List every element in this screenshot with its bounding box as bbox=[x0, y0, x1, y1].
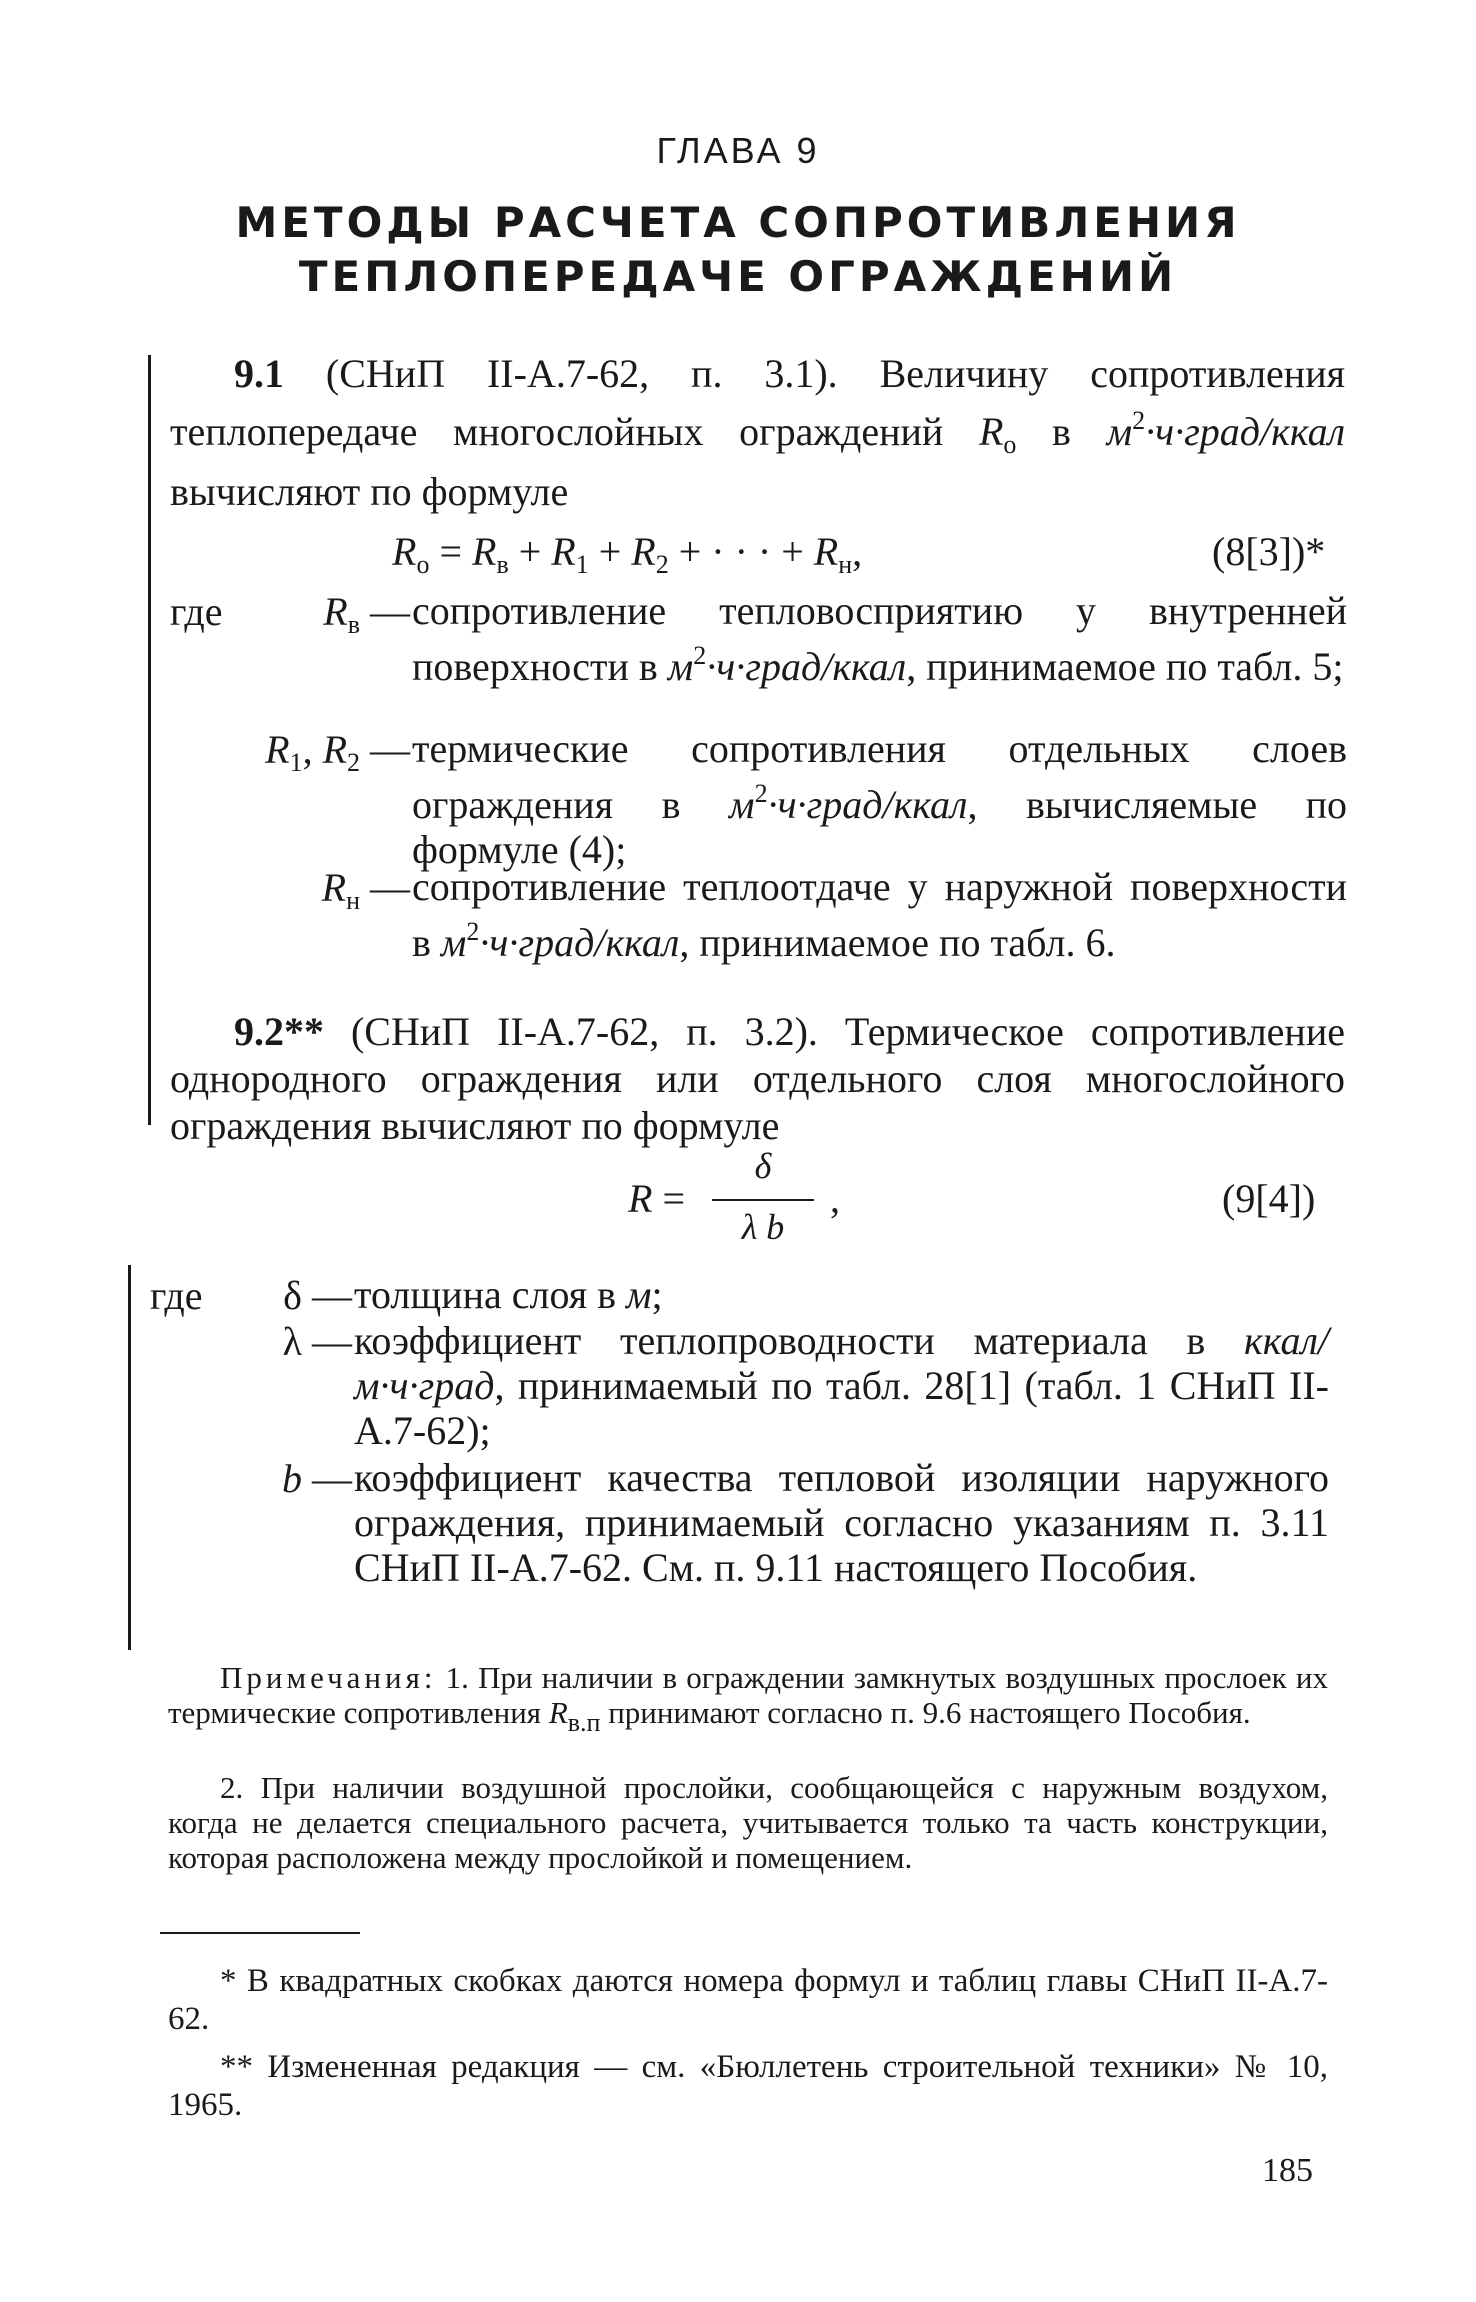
section-9-2 bbox=[170, 1008, 1345, 1149]
section-9-1 bbox=[170, 350, 1345, 515]
def-text-lambda: коэффициент теплопроводности материала в ккал/м·ч·град, принимаемый по табл. 28[1] (табл. 1 СНиП II-А.7-62); bbox=[354, 1318, 1329, 1453]
section-number: 9.2** bbox=[234, 1009, 324, 1054]
margin-revision-bar-2 bbox=[128, 1265, 131, 1650]
section-text: в bbox=[1016, 409, 1107, 454]
def-symbol-rv: $R_в$ — bbox=[323, 589, 410, 639]
def-symbol-rn: $R_н$ — bbox=[321, 865, 410, 915]
section-text: (СНиП II-А.7-62, п. 3.1). Величину сопротивления теплопередаче многослойных ограждений bbox=[170, 351, 1345, 454]
formula-operator: + · · · + bbox=[668, 529, 814, 574]
chapter-title-line-1: МЕТОДЫ РАСЧЕТА СОПРОТИВЛЕНИЯ bbox=[235, 198, 1241, 247]
equation-number-8: (8[3])* bbox=[1212, 529, 1326, 574]
formula-8 bbox=[392, 528, 862, 580]
notes-2: 2. При наличии воздушной прослойки, сообщающейся с наружным воздухом, когда не делается специального расчета, учитывается только та часть конструкции, которая расположена между прослойкой и помещением. bbox=[168, 1770, 1328, 1875]
def-text-rn: сопротивление теплоотдаче у наружной поверхности в $м^2\cdot ч\cdot град$/ккал, принимаемое по табл. 6. bbox=[412, 864, 1347, 965]
formula-symbol: R bbox=[813, 529, 839, 574]
margin-revision-bar-1 bbox=[148, 355, 151, 1125]
formula-subscript: о bbox=[416, 550, 430, 579]
def-text-rv: сопротивление тепловосприятию у внутренней поверхности в $м^2\cdot ч\cdot град$/ккал, принимаемое по табл. 5; bbox=[412, 588, 1347, 689]
formula-operator: = bbox=[429, 529, 472, 574]
formula-subscript: в bbox=[496, 550, 509, 579]
def-symbol-delta: δ — bbox=[283, 1273, 352, 1318]
footnote-1: * В квадратных скобках даются номера формул и таблиц главы СНиП II-А.7-62. bbox=[168, 1963, 1328, 2037]
footnote-2: ** Измененная редакция — см. «Бюллетень строительной техники» № 10, 1965. bbox=[168, 2049, 1328, 2123]
notes-label: Примечания: bbox=[220, 1660, 437, 1695]
formula-subscript: 1 bbox=[575, 550, 589, 579]
where-label-1: где bbox=[170, 589, 223, 634]
fraction-bar bbox=[712, 1199, 814, 1201]
formula-symbol: R bbox=[392, 529, 417, 574]
formula-operator: + bbox=[588, 529, 632, 574]
def-symbol-lambda: λ — bbox=[282, 1319, 352, 1364]
where-label-2: где bbox=[150, 1273, 203, 1318]
formula-symbol: R bbox=[631, 529, 656, 574]
formula-9-denominator: λ b bbox=[741, 1207, 785, 1247]
formula-9-lhs: R = bbox=[628, 1176, 685, 1221]
equation-number-9: (9[4]) bbox=[1222, 1176, 1316, 1221]
formula-symbol: R bbox=[472, 529, 497, 574]
def-text-b: коэффициент качества тепловой изоляции наружного ограждения, принимаемый согласно указаниям п. 3.11 СНиП II-А.7-62. См. п. 9.11 настоящего Пособия. bbox=[354, 1455, 1329, 1590]
section-text: (СНиП II-А.7-62, п. 3.2). Термическое сопротивление однородного ограждения или отдельного слоя многослойного ограждения вычисляют по формуле bbox=[170, 1009, 1345, 1148]
chapter-title bbox=[0, 196, 1476, 304]
symbol-subscript: о bbox=[1003, 430, 1017, 459]
unit-superscript: 2 bbox=[1132, 406, 1146, 435]
chapter-title-line-2: ТЕПЛОПЕРЕДАЧЕ ОГРАЖДЕНИЙ bbox=[298, 252, 1178, 301]
formula-subscript: н bbox=[838, 550, 853, 579]
formula-subscript: 2 bbox=[655, 550, 669, 579]
formula-9-numerator: δ bbox=[754, 1146, 772, 1186]
def-symbol-r1-r2: $R_1$, $R_2$ — bbox=[265, 727, 410, 777]
footnote-separator bbox=[160, 1932, 360, 1934]
section-text: вычисляют по формуле bbox=[170, 469, 569, 514]
unit: ·ч·град/ккал bbox=[1145, 409, 1346, 454]
section-number: 9.1 bbox=[234, 351, 284, 396]
formula-symbol: R bbox=[551, 529, 576, 574]
symbol: R bbox=[978, 409, 1004, 454]
unit: м bbox=[1106, 409, 1133, 454]
formula-punctuation: , bbox=[852, 529, 863, 574]
formula-operator: + bbox=[508, 529, 552, 574]
def-text-delta: толщина слоя в м; bbox=[354, 1272, 663, 1317]
def-text-r1-r2: термические сопротивления отдельных слоев ограждения в $м^2\cdot ч\cdot град$/ккал, вычисляемые по формуле (4); bbox=[412, 726, 1347, 872]
formula-9-comma: , bbox=[830, 1176, 840, 1221]
def-symbol-b: b — bbox=[282, 1456, 352, 1501]
chapter-heading: ГЛАВА 9 bbox=[656, 130, 820, 171]
page-number: 185 bbox=[1262, 2152, 1313, 2189]
notes-1: Примечания: 1. При наличии в ограждении замкнутых воздушных прослоек их термические сопротивления $R_{в.п}$ принимают согласно п. 9.6 настоящего Пособия. bbox=[168, 1660, 1328, 1737]
